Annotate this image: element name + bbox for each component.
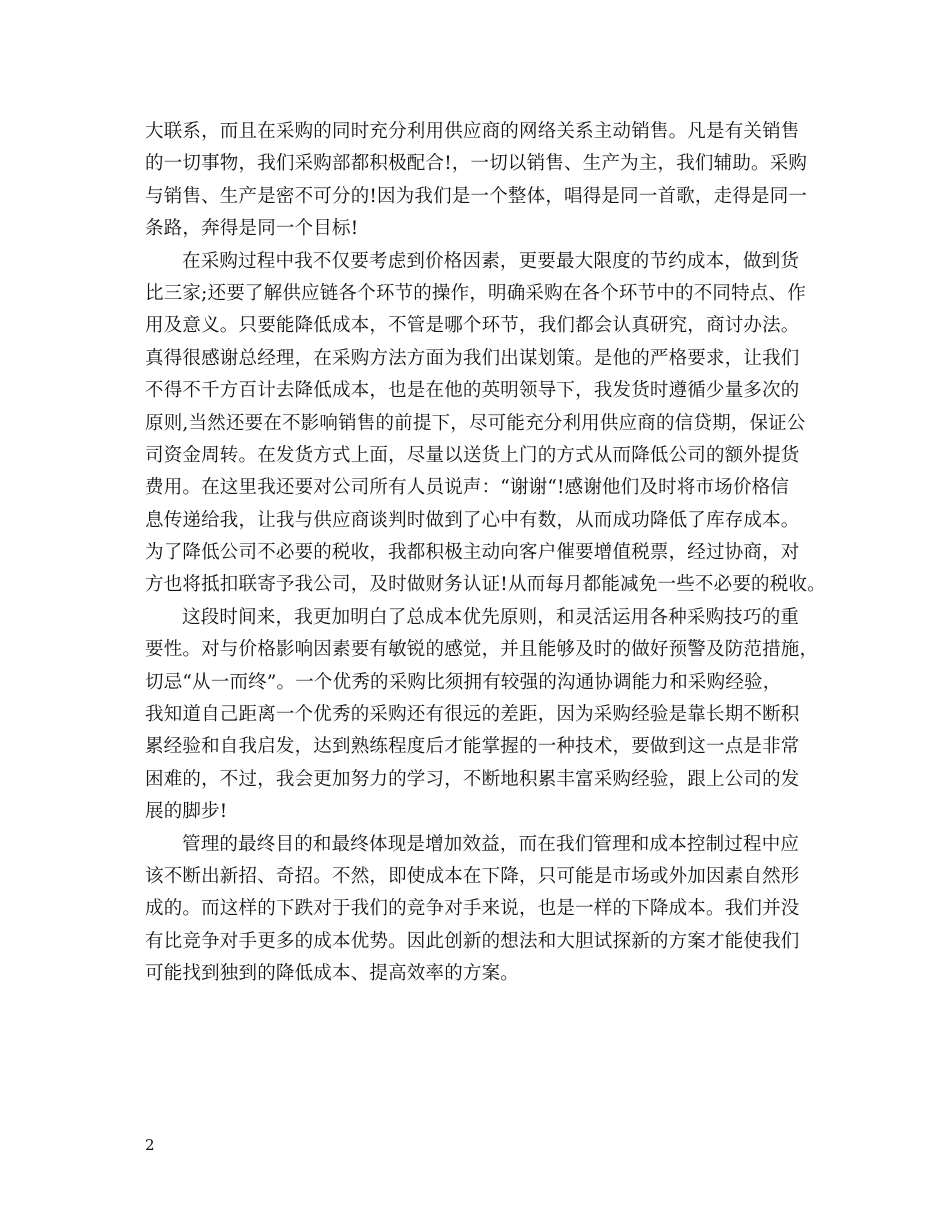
text-line: 司资金周转。在发货方式上面，尽量以送货上门的方式从而降低公司的额外提货 bbox=[145, 444, 800, 466]
paragraph-start-line: 在采购过程中我不仅要考虑到价格因素，更要最大限度的节约成本，做到货 bbox=[182, 250, 800, 272]
text-line: 条路，奔得是同一个目标! bbox=[145, 218, 359, 240]
text-line: 困难的，不过，我会更加努力的学习，不断地积累丰富采购经验，跟上公司的发 bbox=[145, 768, 800, 790]
text-line: 与销售、生产是密不可分的!因为我们是一个整体，唱得是同一首歌，走得是同一 bbox=[145, 185, 808, 207]
text-line: 成的。而这样的下跌对于我们的竞争对手来说，也是一样的下降成本。我们并没 bbox=[145, 898, 800, 920]
text-line: 息传递给我，让我与供应商谈判时做到了心中有数，从而成功降低了库存成本。 bbox=[145, 509, 800, 531]
text-line: 有比竞争对手更多的成本优势。因此创新的想法和大胆试探新的方案才能使我们 bbox=[145, 930, 800, 952]
text-line: 为了降低公司不必要的税收，我都积极主动向客户催要增值税票，经过协商，对 bbox=[145, 542, 800, 564]
text-line: 要性。对与价格影响因素要有敏锐的感觉，并且能够及时的做好预警及防范措施， bbox=[145, 639, 819, 661]
text-line: 真得很感谢总经理，在采购方法方面为我们出谋划策。是他的严格要求，让我们 bbox=[145, 347, 800, 369]
text-line: 展的脚步! bbox=[145, 801, 228, 823]
text-line: 费用。在这里我还要对公司所有人员说声：“谢谢“!感谢他们及时将市场价格信 bbox=[145, 477, 790, 499]
text-line: 我知道自己距离一个优秀的采购还有很远的差距，因为采购经验是靠长期不断积 bbox=[145, 704, 800, 726]
text-line: 方也将抵扣联寄予我公司，及时做财务认证!从而每月都能减免一些不必要的税收。 bbox=[145, 574, 826, 596]
text-line: 的一切事物，我们采购部都积极配合!，一切以销售、生产为主，我们辅助。采购 bbox=[145, 153, 808, 175]
text-line: 大联系，而且在采购的同时充分利用供应商的网络关系主动销售。凡是有关销售 bbox=[145, 121, 800, 142]
paragraph-start-line: 管理的最终目的和最终体现是增加效益，而在我们管理和成本控制过程中应 bbox=[182, 833, 800, 855]
text-line: 比三家;还要了解供应链各个环节的操作，明确采购在各个环节中的不同特点、作 bbox=[145, 282, 806, 304]
paragraph-start-line: 这段时间来，我更加明白了总成本优先原则，和灵活运用各种采购技巧的重 bbox=[182, 606, 800, 628]
text-line: 切忌“从一而终”。一个优秀的采购比须拥有较强的沟通协调能力和采购经验， bbox=[145, 671, 782, 693]
text-line: 用及意义。只要能降低成本，不管是哪个环节，我们都会认真研究，商讨办法。 bbox=[145, 315, 800, 337]
page-number: 2 bbox=[145, 1136, 155, 1154]
text-line: 不得不千方百计去降低成本，也是在他的英明领导下，我发货时遵循少量多次的 bbox=[145, 380, 800, 402]
text-line: 累经验和自我启发，达到熟练程度后才能掌握的一种技术，要做到这一点是非常 bbox=[145, 736, 800, 758]
text-line: 可能找到独到的降低成本、提高效率的方案。 bbox=[145, 963, 520, 985]
text-line: 该不断出新招、奇招。不然，即使成本在下降，只可能是市场或外加因素自然形 bbox=[145, 865, 800, 887]
text-line: 原则,当然还要在不影响销售的前提下，尽可能充分利用供应商的信贷期，保证公 bbox=[145, 412, 806, 434]
body-text bbox=[145, 116, 825, 991]
